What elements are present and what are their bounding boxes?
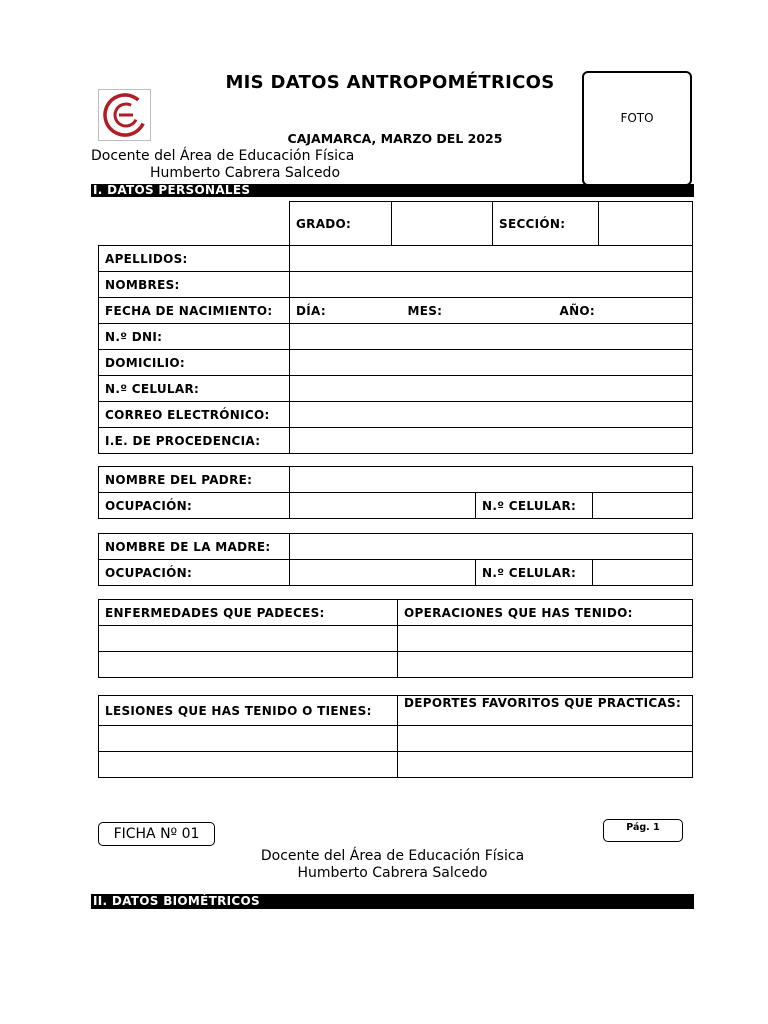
names-field[interactable]	[290, 272, 693, 298]
cell-field[interactable]	[290, 376, 693, 402]
birth-month-label[interactable]: MES:	[402, 298, 554, 324]
mother-table	[98, 533, 693, 586]
teacher-role: Docente del Área de Educación Física	[91, 148, 355, 164]
father-occupation-field[interactable]	[290, 493, 476, 519]
father-cell-field[interactable]	[593, 493, 693, 519]
address-label: DOMICILIO:	[99, 350, 290, 376]
health-table	[98, 599, 693, 678]
surnames-field[interactable]	[290, 246, 693, 272]
diseases-field-1[interactable]	[99, 626, 398, 652]
dni-field[interactable]	[290, 324, 693, 350]
section-field[interactable]	[599, 202, 693, 246]
mother-cell-label: N.º CELULAR:	[476, 560, 593, 586]
injuries-field-2[interactable]	[99, 752, 398, 778]
email-field[interactable]	[290, 402, 693, 428]
city-date: CAJAMARCA, MARZO DEL 2025	[287, 131, 503, 146]
favorite-sports-field-1[interactable]	[398, 726, 693, 752]
mother-cell-field[interactable]	[593, 560, 693, 586]
grade-label: GRADO:	[290, 202, 392, 246]
diseases-label: ENFERMEDADES QUE PADECES:	[99, 600, 398, 626]
page-title: MIS DATOS ANTROPOMÉTRICOS	[225, 72, 555, 93]
injuries-field-1[interactable]	[99, 726, 398, 752]
page-number: Pág. 1	[603, 819, 683, 842]
diseases-field-2[interactable]	[99, 652, 398, 678]
father-name-field[interactable]	[290, 467, 693, 493]
mother-name-field[interactable]	[290, 534, 693, 560]
operations-label: OPERACIONES QUE HAS TENIDO:	[398, 600, 693, 626]
father-cell-label: N.º CELULAR:	[476, 493, 593, 519]
injuries-sports-table	[98, 695, 693, 778]
injuries-label: LESIONES QUE HAS TENIDO O TIENES:	[99, 696, 398, 726]
operations-field-1[interactable]	[398, 626, 693, 652]
names-label: NOMBRES:	[99, 272, 290, 298]
teacher-name: Humberto Cabrera Salcedo	[150, 165, 341, 181]
surnames-label: APELLIDOS:	[99, 246, 290, 272]
birth-day-label[interactable]: DÍA:	[290, 298, 402, 324]
school-logo	[98, 89, 151, 141]
section-biometric-data-bar: II. DATOS BIOMÉTRICOS	[91, 894, 694, 909]
favorite-sports-field-2[interactable]	[398, 752, 693, 778]
favorite-sports-label: DEPORTES FAVORITOS QUE PRACTICAS:	[398, 696, 693, 726]
sheet-number: FICHA Nº 01	[98, 822, 215, 846]
school-label: I.E. DE PROCEDENCIA:	[99, 428, 290, 454]
dni-label: N.º DNI:	[99, 324, 290, 350]
footer-teacher-role: Docente del Área de Educación Física	[260, 848, 525, 864]
cell-label: N.º CELULAR:	[99, 376, 290, 402]
father-name-label: NOMBRE DEL PADRE:	[99, 467, 290, 493]
mother-occupation-label: OCUPACIÓN:	[99, 560, 290, 586]
address-field[interactable]	[290, 350, 693, 376]
grade-field[interactable]	[392, 202, 493, 246]
footer-teacher-name: Humberto Cabrera Salcedo	[297, 865, 488, 881]
school-logo-c-icon	[99, 90, 150, 140]
grade-section-table	[289, 201, 693, 246]
photo-box: FOTO	[582, 71, 692, 186]
section-label: SECCIÓN:	[493, 202, 599, 246]
mother-name-label: NOMBRE DE LA MADRE:	[99, 534, 290, 560]
school-field[interactable]	[290, 428, 693, 454]
personal-data-table	[98, 245, 693, 454]
operations-field-2[interactable]	[398, 652, 693, 678]
email-label: CORREO ELECTRÓNICO:	[99, 402, 290, 428]
section-personal-data-bar: I. DATOS PERSONALES	[91, 184, 694, 197]
birth-year-label[interactable]: AÑO:	[554, 298, 693, 324]
mother-occupation-field[interactable]	[290, 560, 476, 586]
father-occupation-label: OCUPACIÓN:	[99, 493, 290, 519]
father-table	[98, 466, 693, 519]
birth-date-label: FECHA DE NACIMIENTO:	[99, 298, 290, 324]
